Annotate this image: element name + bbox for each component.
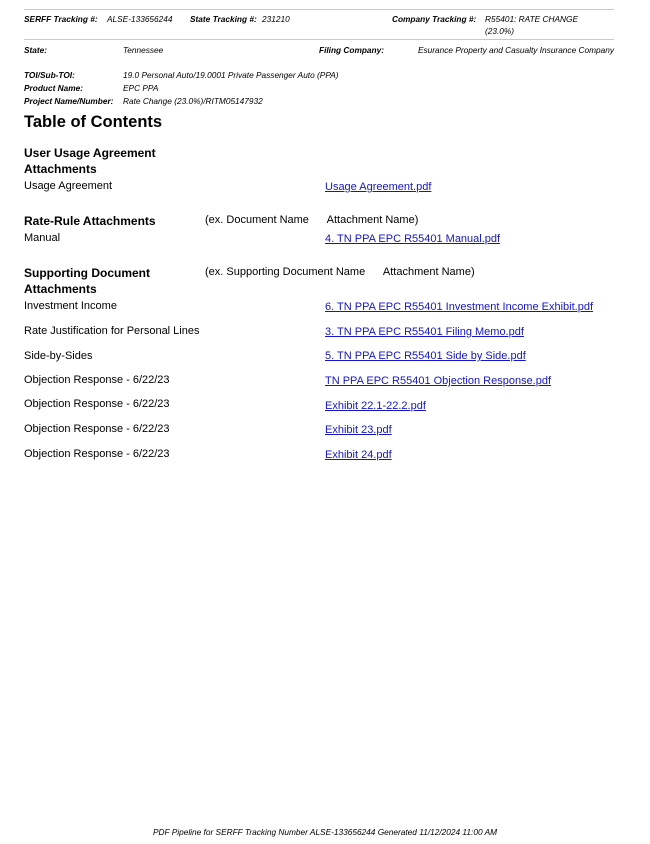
state-tracking-label: State Tracking #:: [190, 14, 257, 24]
supporting-row-label: Objection Response - 6/22/23: [24, 374, 170, 386]
page-title: Table of Contents: [24, 113, 163, 131]
supporting-row-label: Objection Response - 6/22/23: [24, 423, 170, 435]
supporting-row-label: Objection Response - 6/22/23: [24, 398, 170, 410]
supporting-row-link[interactable]: 6. TN PPA EPC R55401 Investment Income Exhibit.pdf: [325, 301, 594, 313]
supporting-row-link[interactable]: Exhibit 23.pdf: [325, 424, 392, 436]
rate-rule-heading: Rate-Rule Attachments: [24, 214, 156, 228]
toi-label: TOI/Sub-TOI:: [24, 70, 75, 80]
supporting-heading-line1: Supporting Document: [24, 266, 150, 280]
company-tracking-value: R55401: RATE CHANGE (23.0%): [485, 14, 578, 36]
page-footer: PDF Pipeline for SERFF Tracking Number ALSE-133656244 Generated 11/12/2024 11:00 AM: [152, 827, 498, 837]
project-label: Project Name/Number:: [24, 96, 114, 106]
supporting-row-label: Rate Justification for Personal Lines: [24, 325, 200, 337]
supporting-row-link[interactable]: 3. TN PPA EPC R55401 Filing Memo.pdf: [325, 326, 524, 338]
rate-rule-row-link[interactable]: 4. TN PPA EPC R55401 Manual.pdf: [325, 233, 501, 245]
company-tracking-label: Company Tracking #:: [392, 14, 477, 24]
filing-company-label: Filing Company:: [319, 45, 384, 55]
filing-company-value: Esurance Property and Casualty Insurance Company: [418, 45, 615, 55]
supporting-row-link[interactable]: Exhibit 24.pdf: [325, 449, 392, 461]
product-name-label: Product Name:: [24, 83, 84, 93]
rate-rule-note: (ex. Document Name Attachment Name): [205, 214, 419, 226]
header-mid-rule: [24, 39, 614, 40]
user-usage-row-link[interactable]: Usage Agreement.pdf: [325, 181, 432, 193]
state-label: State:: [24, 45, 48, 55]
user-usage-heading-line2: Attachments: [24, 162, 97, 176]
user-usage-row-label: Usage Agreement: [24, 180, 113, 192]
supporting-heading-line2: Attachments: [24, 282, 97, 296]
supporting-row-link[interactable]: TN PPA EPC R55401 Objection Response.pdf: [325, 375, 552, 387]
product-name-value: EPC PPA: [123, 83, 159, 93]
user-usage-heading-line1: User Usage Agreement: [24, 146, 156, 160]
supporting-row-label: Side-by-Sides: [24, 350, 93, 362]
project-value: Rate Change (23.0%)/RITM05147932: [123, 96, 263, 106]
serff-tracking-value: ALSE-133656244: [107, 14, 173, 24]
rate-rule-row-label: Manual: [24, 232, 61, 244]
state-tracking-value: 231210: [262, 14, 290, 24]
state-value: Tennessee: [123, 45, 164, 55]
supporting-note: (ex. Supporting Document Name Attachment Name): [205, 266, 475, 278]
header-top-rule: [24, 9, 614, 10]
toi-value: 19.0 Personal Auto/19.0001 Private Passenger Auto (PPA): [123, 70, 339, 80]
supporting-row-label: Investment Income: [24, 300, 117, 312]
supporting-row-link[interactable]: 5. TN PPA EPC R55401 Side by Side.pdf: [325, 350, 526, 362]
supporting-row-link[interactable]: Exhibit 22.1-22.2.pdf: [325, 400, 426, 412]
serff-tracking-label: SERFF Tracking #:: [24, 14, 98, 24]
supporting-row-label: Objection Response - 6/22/23: [24, 448, 170, 460]
